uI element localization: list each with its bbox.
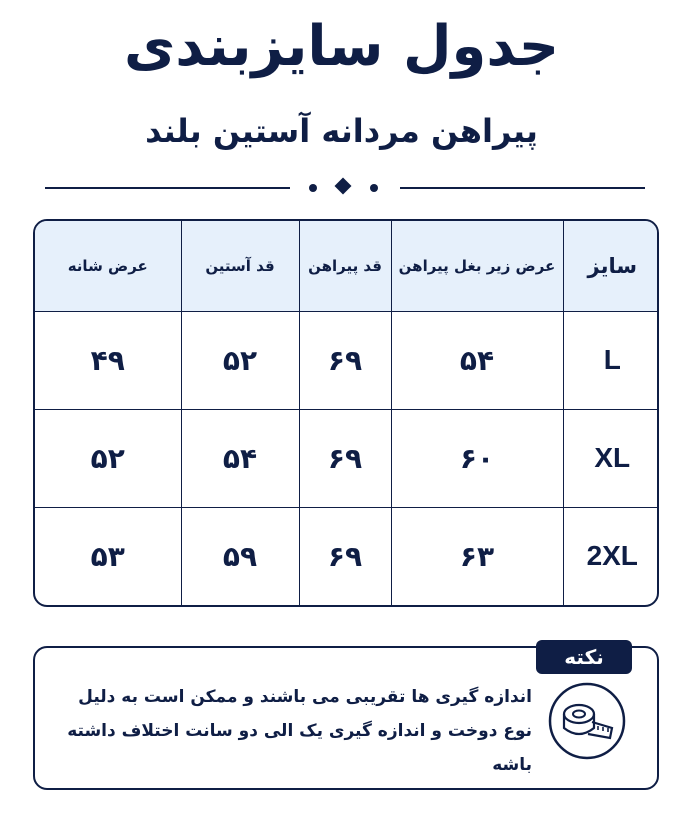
divider-dot-right (370, 184, 378, 192)
column-header-size: سایز (563, 221, 659, 311)
cell-shoulder-width: ۵۳ (35, 507, 181, 605)
size-table (33, 219, 659, 607)
divider-right-line (400, 187, 645, 189)
cell-shirt-length: ۶۹ (299, 409, 391, 507)
cell-chest-width: ۵۴ (391, 311, 563, 409)
cell-chest-width: ۶۰ (391, 409, 563, 507)
cell-sleeve-length: ۵۴ (181, 409, 299, 507)
cell-shirt-length: ۶۹ (299, 507, 391, 605)
cell-shoulder-width: ۴۹ (35, 311, 181, 409)
table-row (35, 311, 659, 409)
cell-sleeve-length: ۵۲ (181, 311, 299, 409)
page-title: جدول سایزبندی (123, 14, 560, 79)
table-row (35, 507, 659, 605)
column-header-shoulder-width: عرض شانه (35, 221, 181, 311)
page-subtitle: پیراهن مردانه آستین بلند (145, 112, 538, 150)
note-line-1: اندازه گیری ها تقریبی می باشند و ممکن است به دلیل (78, 687, 532, 707)
cell-size: 2XL (563, 507, 659, 605)
cell-size: L (563, 311, 659, 409)
note-label: نکته (536, 640, 632, 674)
cell-chest-width: ۶۳ (391, 507, 563, 605)
divider-dot-left (309, 184, 317, 192)
cell-shirt-length: ۶۹ (299, 311, 391, 409)
measuring-tape-icon (548, 682, 626, 760)
column-header-chest-width: عرض زیر بغل پیراهن (391, 221, 563, 311)
column-header-sleeve-length: قد آستین (181, 221, 299, 311)
cell-sleeve-length: ۵۹ (181, 507, 299, 605)
table-row (35, 409, 659, 507)
column-header-shirt-length: قد پیراهن (299, 221, 391, 311)
divider-diamond (335, 178, 352, 195)
cell-shoulder-width: ۵۲ (35, 409, 181, 507)
table-header-row (35, 221, 659, 311)
divider-left-line (45, 187, 290, 189)
cell-size: XL (563, 409, 659, 507)
note-line-2: نوع دوخت و اندازه گیری یک الی دو سانت اختلاف داشته باشه (67, 721, 532, 775)
note-text (44, 680, 532, 782)
